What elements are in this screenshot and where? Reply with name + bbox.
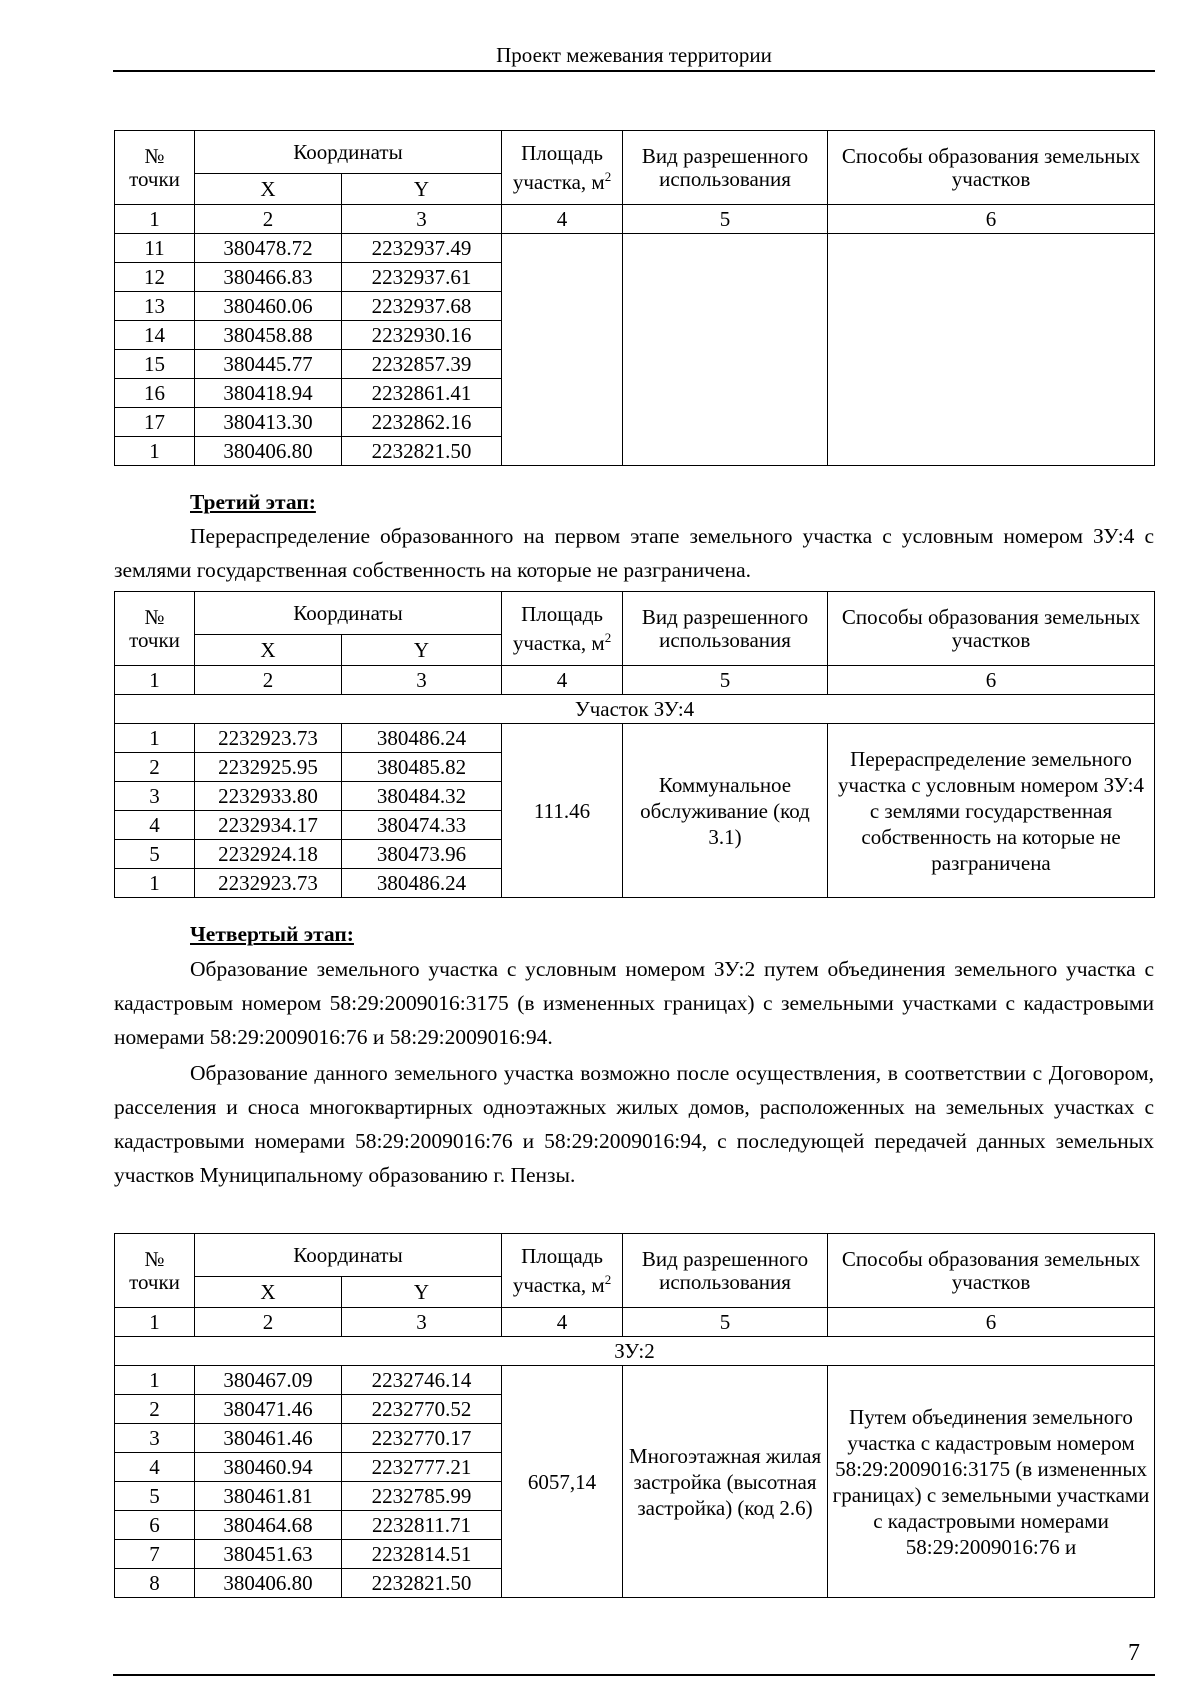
col-method-header: Способы образования земельных участков [828, 131, 1155, 205]
coord-y: 2232785.99 [342, 1482, 502, 1511]
col-coords-header: Координаты [195, 1234, 502, 1277]
coord-x: 380471.46 [195, 1395, 342, 1424]
coord-y: 2232857.39 [342, 350, 502, 379]
coord-x: 2232924.18 [195, 840, 342, 869]
stage3-text: Перераспределение образованного на первом этапе земельного участка с условным номером ЗУ:4 с землями государственная собственность на которые не разграничена. [114, 524, 1154, 582]
stage4-title: Четвертый этап: [190, 922, 354, 946]
column-number-6: 6 [828, 1308, 1155, 1337]
column-number-5: 5 [623, 666, 828, 695]
point-number: 7 [115, 1540, 195, 1569]
column-number-1: 1 [115, 666, 195, 695]
column-number-4: 4 [502, 205, 623, 234]
coord-x: 2232934.17 [195, 811, 342, 840]
col-no-header: № точки [115, 1234, 195, 1308]
area-label: Площадь участка, м [512, 1243, 605, 1297]
coord-x: 380445.77 [195, 350, 342, 379]
coord-x: 380458.88 [195, 321, 342, 350]
point-number: 13 [115, 292, 195, 321]
permitted-use: Коммунальное обслуживание (код 3.1) [623, 724, 828, 898]
coord-y: 2232937.68 [342, 292, 502, 321]
coord-y: 2232770.52 [342, 1395, 502, 1424]
coord-y: 2232930.16 [342, 321, 502, 350]
column-number-1: 1 [115, 1308, 195, 1337]
coord-x: 380451.63 [195, 1540, 342, 1569]
table-header [115, 592, 1155, 695]
col-area-header [502, 592, 623, 666]
formation-method: Путем объединения земельного участка с кадастровым номером 58:29:2009016:3175 (в измененных границах) с земельными участками с кадастровыми номерами 58:29:2009016:76 и [828, 1366, 1155, 1598]
area-unit-sup: 2 [604, 1271, 612, 1287]
table-body [115, 695, 1155, 898]
column-number-row [115, 1308, 1155, 1337]
coord-x: 380467.09 [195, 1366, 342, 1395]
area-value [502, 234, 623, 466]
page-header: Проект межевания территории [113, 40, 1155, 72]
col-coords-header: Координаты [195, 592, 502, 635]
coord-x: 380466.83 [195, 263, 342, 292]
area-unit-sup: 2 [604, 629, 612, 645]
col-use-header: Вид разрешенного использования [623, 131, 828, 205]
footer-rule [113, 1674, 1155, 1676]
coord-y: 2232770.17 [342, 1424, 502, 1453]
coord-x: 380413.30 [195, 408, 342, 437]
coord-y: 2232746.14 [342, 1366, 502, 1395]
col-y-header: Y [342, 1277, 502, 1308]
column-number-3: 3 [342, 1308, 502, 1337]
coord-x: 380461.46 [195, 1424, 342, 1453]
point-number: 11 [115, 234, 195, 263]
coord-y: 2232821.50 [342, 437, 502, 466]
table-header [115, 1234, 1155, 1337]
column-number-5: 5 [623, 1308, 828, 1337]
column-number-2: 2 [195, 1308, 342, 1337]
col-no-header: № точки [115, 592, 195, 666]
point-number: 4 [115, 1453, 195, 1482]
coord-y: 380473.96 [342, 840, 502, 869]
area-value: 6057,14 [502, 1366, 623, 1598]
coord-x: 2232923.73 [195, 869, 342, 898]
point-number: 1 [115, 724, 195, 753]
table-row [115, 234, 1155, 263]
column-number-1: 1 [115, 205, 195, 234]
coord-y: 380484.32 [342, 782, 502, 811]
col-x-header: X [195, 174, 342, 205]
coord-x: 2232923.73 [195, 724, 342, 753]
coordinates-table-3 [114, 1233, 1155, 1598]
coord-x: 380460.94 [195, 1453, 342, 1482]
coord-x: 380461.81 [195, 1482, 342, 1511]
section-title: Участок ЗУ:4 [115, 695, 1155, 724]
coordinates-table-2 [114, 591, 1155, 898]
col-use-header: Вид разрешенного использования [623, 592, 828, 666]
point-number: 8 [115, 1569, 195, 1598]
point-number: 1 [115, 1366, 195, 1395]
header-row [115, 592, 1155, 635]
page-number: 7 [1128, 1640, 1140, 1666]
coord-y: 2232862.16 [342, 408, 502, 437]
section-row [115, 1337, 1155, 1366]
point-number: 15 [115, 350, 195, 379]
formation-method: Перераспределение земельного участка с условным номером ЗУ:4 с землями государственная собственность на которые не разграничена [828, 724, 1155, 898]
col-coords-header: Координаты [195, 131, 502, 174]
column-number-3: 3 [342, 666, 502, 695]
point-number: 14 [115, 321, 195, 350]
point-number: 1 [115, 437, 195, 466]
coord-y: 380485.82 [342, 753, 502, 782]
area-label: Площадь участка, м [512, 601, 605, 655]
section-row [115, 695, 1155, 724]
column-number-row [115, 205, 1155, 234]
section-title: ЗУ:2 [115, 1337, 1155, 1366]
coord-y: 380486.24 [342, 869, 502, 898]
point-number: 17 [115, 408, 195, 437]
coordinates-table-1 [114, 130, 1155, 466]
col-y-header: Y [342, 635, 502, 666]
col-y-header: Y [342, 174, 502, 205]
coord-y: 2232777.21 [342, 1453, 502, 1482]
col-area-header [502, 131, 623, 205]
table-row [115, 724, 1155, 753]
column-number-3: 3 [342, 205, 502, 234]
permitted-use [623, 234, 828, 466]
coord-x: 380460.06 [195, 292, 342, 321]
coord-x: 2232925.95 [195, 753, 342, 782]
point-number: 5 [115, 1482, 195, 1511]
table-row [115, 1366, 1155, 1395]
coord-y: 380486.24 [342, 724, 502, 753]
coord-y: 2232861.41 [342, 379, 502, 408]
header-row [115, 131, 1155, 174]
col-x-header: X [195, 1277, 342, 1308]
col-x-header: X [195, 635, 342, 666]
stage4-text1: Образование земельного участка с условным номером ЗУ:2 путем объединения земельного участка с кадастровым номером 58:29:2009016:3175 (в измененных границах) с земельными участками с кадастровыми номерами 58:29:2009016:76 и 58:29:2009016:94. [114, 957, 1154, 1049]
point-number: 4 [115, 811, 195, 840]
point-number: 1 [115, 869, 195, 898]
coord-y: 2232937.61 [342, 263, 502, 292]
coord-x: 2232933.80 [195, 782, 342, 811]
stage3-title: Третий этап: [190, 490, 316, 514]
coord-y: 2232811.71 [342, 1511, 502, 1540]
table-body [115, 234, 1155, 466]
coord-y: 380474.33 [342, 811, 502, 840]
permitted-use: Многоэтажная жилая застройка (высотная застройка) (код 2.6) [623, 1366, 828, 1598]
table-body [115, 1337, 1155, 1598]
column-number-4: 4 [502, 1308, 623, 1337]
column-number-5: 5 [623, 205, 828, 234]
column-number-6: 6 [828, 205, 1155, 234]
column-number-6: 6 [828, 666, 1155, 695]
point-number: 5 [115, 840, 195, 869]
col-method-header: Способы образования земельных участков [828, 592, 1155, 666]
column-number-2: 2 [195, 205, 342, 234]
point-number: 2 [115, 753, 195, 782]
point-number: 2 [115, 1395, 195, 1424]
point-number: 3 [115, 782, 195, 811]
column-number-2: 2 [195, 666, 342, 695]
table-header [115, 131, 1155, 234]
point-number: 6 [115, 1511, 195, 1540]
point-number: 3 [115, 1424, 195, 1453]
point-number: 16 [115, 379, 195, 408]
column-number-row [115, 666, 1155, 695]
col-use-header: Вид разрешенного использования [623, 1234, 828, 1308]
col-method-header: Способы образования земельных участков [828, 1234, 1155, 1308]
coord-y: 2232814.51 [342, 1540, 502, 1569]
coord-x: 380406.80 [195, 437, 342, 466]
coord-x: 380418.94 [195, 379, 342, 408]
column-number-4: 4 [502, 666, 623, 695]
col-no-header: № точки [115, 131, 195, 205]
point-number: 12 [115, 263, 195, 292]
coord-y: 2232821.50 [342, 1569, 502, 1598]
stage4-text2: Образование данного земельного участка возможно после осуществления, в соответствии с Договором, расселения и сноса многоквартирных одноэтажных жилых домов, расположенных на земельных участках с кадастровыми номерами 58:29:2009016:76 и 58:29:2009016:94, с последующей передачей данных земельных участков Муниципальному образованию г. Пензы. [114, 1061, 1154, 1187]
header-row [115, 1234, 1155, 1277]
coord-x: 380406.80 [195, 1569, 342, 1598]
area-label: Площадь участка, м [512, 140, 605, 194]
formation-method [828, 234, 1155, 466]
coord-x: 380478.72 [195, 234, 342, 263]
area-unit-sup: 2 [604, 168, 612, 184]
coord-x: 380464.68 [195, 1511, 342, 1540]
col-area-header [502, 1234, 623, 1308]
coord-y: 2232937.49 [342, 234, 502, 263]
area-value: 111.46 [502, 724, 623, 898]
